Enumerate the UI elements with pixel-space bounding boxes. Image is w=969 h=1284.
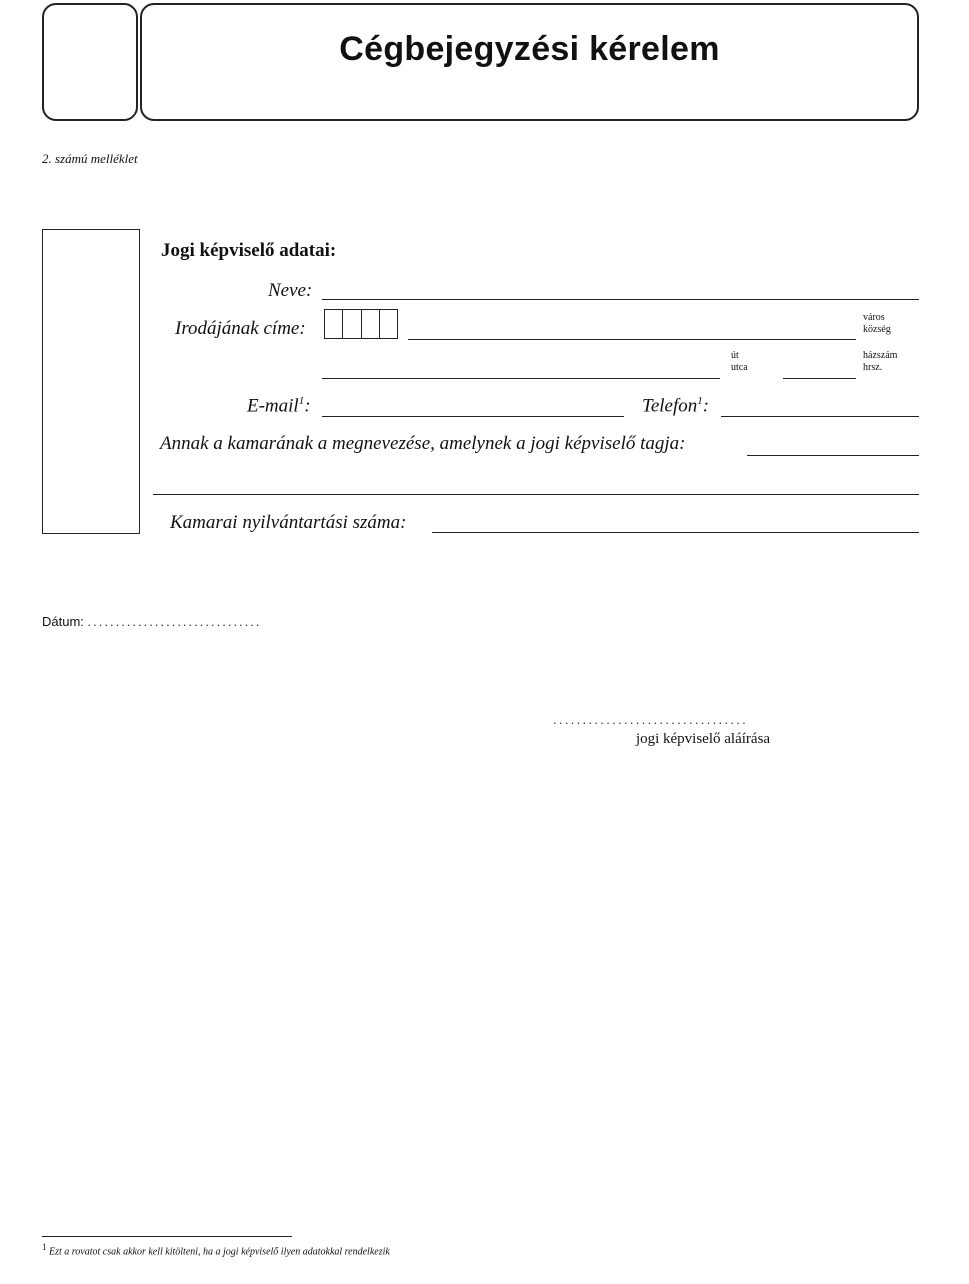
- name-label: Neve:: [268, 280, 313, 301]
- chamber-label: Annak a kamarának a megnevezése, amelynek a jogi képviselő tagja:: [160, 433, 686, 454]
- registry-number-field[interactable]: [432, 532, 919, 533]
- footnote-text: Ezt a rovatot csak akkor kell kitölteni, ha a jogi képviselő ilyen adatokkal rendelkezik: [49, 1246, 390, 1258]
- signature-label: jogi képviselő aláírása: [635, 731, 771, 747]
- date-row: [42, 614, 262, 629]
- city-field[interactable]: [408, 339, 856, 340]
- footnote: [42, 1242, 390, 1257]
- side-box: [42, 229, 140, 534]
- email-label: E-mail$^1$:: [247, 395, 311, 417]
- postal-code-digit[interactable]: [362, 310, 380, 338]
- page-title: Cégbejegyzési kérelem: [339, 30, 720, 68]
- registry-number-label: Kamarai nyilvántartási száma:: [170, 512, 407, 533]
- house-number-field[interactable]: [783, 378, 856, 379]
- footnote-marker: 1: [42, 1242, 47, 1252]
- phone-field[interactable]: [721, 416, 919, 417]
- date-label: Dátum:: [42, 614, 84, 629]
- parcel-number-label: hrsz.: [863, 362, 883, 373]
- annex-label: 2. számú melléklet: [42, 151, 138, 166]
- phone-label: Telefon$^1$:: [642, 395, 710, 417]
- street-field[interactable]: [322, 378, 720, 379]
- road-label: út: [731, 350, 739, 361]
- footnote-divider: [42, 1236, 292, 1237]
- city-label: város: [863, 312, 885, 323]
- header-logo-box: [42, 3, 138, 121]
- street-label: utca: [731, 362, 748, 373]
- email-label-text: E-mail: [247, 395, 299, 417]
- city-type-label: [863, 312, 891, 336]
- name-field[interactable]: [322, 299, 919, 300]
- chamber-field[interactable]: [747, 455, 919, 456]
- date-field[interactable]: ...............................: [87, 614, 262, 629]
- postal-code-digit[interactable]: [343, 310, 361, 338]
- house-number-label: házszám: [863, 350, 898, 361]
- office-address-label: Irodájának címe:: [175, 318, 306, 339]
- phone-label-text: Telefon: [642, 395, 698, 417]
- signature-field[interactable]: .................................: [553, 712, 749, 727]
- village-label: község: [863, 324, 891, 335]
- postal-code-digit[interactable]: [380, 310, 397, 338]
- email-footnote-marker: 1: [298, 395, 305, 407]
- house-type-label: [863, 350, 897, 374]
- chamber-field-continued[interactable]: [153, 494, 919, 495]
- street-type-label: [731, 350, 748, 374]
- section-heading: Jogi képviselő adatai:: [161, 240, 337, 261]
- email-field[interactable]: [322, 416, 624, 417]
- phone-footnote-marker: 1: [697, 395, 703, 407]
- postal-code-digit[interactable]: [325, 310, 343, 338]
- postal-code-field[interactable]: [324, 309, 398, 339]
